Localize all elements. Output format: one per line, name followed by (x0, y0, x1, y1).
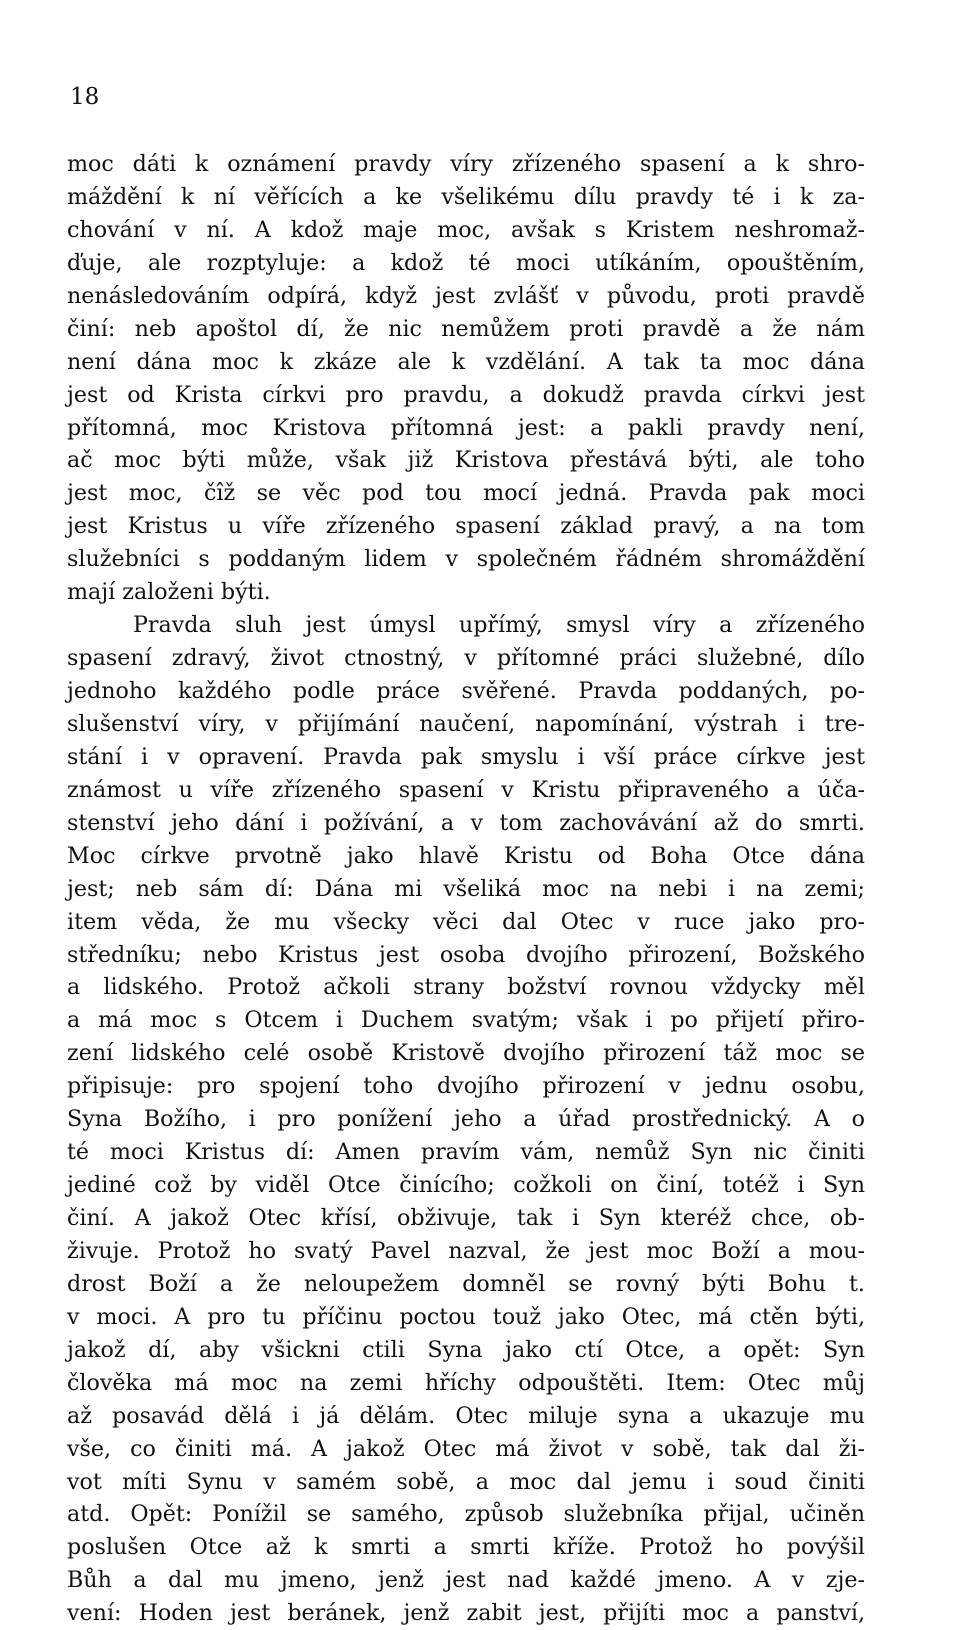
text-line: vení: Hoden jest beránek, jenž zabit jest, přijíti moc a panství, (67, 1600, 865, 1627)
text-line: item věda, že mu všecky věci dal Otec v ruce jako pro- (67, 908, 865, 935)
text-line: přítomná, moc Kristova přítomná jest: a pakli pravdy není, (67, 414, 865, 441)
text-line: Syna Božího, i pro ponížení jeho a úřad prostřednický. A o (67, 1106, 865, 1133)
text-line: moc dáti k oznámení pravdy víry zřízeného spasení a k shro- (67, 151, 865, 177)
text-line: jest Kristus u víře zřízeného spasení základ pravý, a na tom (67, 513, 865, 540)
text-line: nenásledováním odpírá, když jest zvlášť v původu, proti pravdě (67, 282, 865, 309)
text-line: Pravda sluh jest úmysl upřímý, smysl víry a zřízeného (133, 612, 865, 639)
text-line: a má moc s Otcem i Duchem svatým; však i po přijetí přiro- (67, 1007, 865, 1034)
text-line: člověka má moc na zemi hříchy odpouštěti. Item: Otec můj (67, 1369, 865, 1396)
text-line: slušenství víry, v přijímání naučení, napomínání, výstrah i tre- (67, 710, 865, 737)
body-text (67, 148, 865, 1630)
text-line: jest od Krista církvi pro pravdu, a dokudž pravda církvi jest (67, 381, 865, 408)
text-line: jediné což by viděl Otce činícího; cožkoli on činí, totéž i Syn (67, 1172, 865, 1199)
text-line: té moci Kristus dí: Amen pravím vám, nemůž Syn nic činiti (67, 1139, 865, 1166)
text-line: Moc církve prvotně jako hlavě Kristu od Boha Otce dána (67, 842, 865, 869)
text-line: ďuje, ale rozptyluje: a kdož té moci utíkáním, opouštěním, (67, 249, 865, 276)
text-line: jednoho každého podle práce svěřené. Pravda poddaných, po- (67, 678, 865, 704)
text-line: jest; neb sám dí: Dána mi všeliká moc na nebi i na zemi; (67, 875, 865, 902)
text-line: poslušen Otce až k smrti a smrti kříže. Protož ho povýšil (67, 1534, 865, 1561)
text-line: mají založeni býti. (67, 579, 271, 606)
text-line: vše, co činiti má. A jakož Otec má život v sobě, tak dal ži- (67, 1435, 865, 1462)
text-line: máždění k ní věřících a ke všelikému dílu pravdy té i k za- (67, 183, 865, 210)
text-line: připisuje: pro spojení toho dvojího přirození v jednu osobu, (67, 1073, 865, 1100)
text-line: jest moc, čîž se věc pod tou mocí jedná. Pravda pak moci (67, 480, 865, 507)
text-line: atd. Opět: Ponížil se samého, způsob služebníka přijal, učiněn (67, 1501, 865, 1528)
text-line: vot míti Synu v samém sobě, a moc dal jemu i soud činiti (67, 1468, 865, 1495)
text-line: až posavád dělá i já dělám. Otec miluje syna a ukazuje mu (67, 1402, 865, 1429)
text-line: živuje. Protož ho svatý Pavel nazval, že jest moc Boží a mou- (67, 1237, 865, 1264)
text-line: spasení zdravý, život ctnostný, v přítomné práci služebné, dílo (67, 645, 865, 672)
text-line: v moci. A pro tu příčinu poctou touž jako Otec, má ctěn býti, (67, 1303, 865, 1330)
text-line: není dána moc k zkáze ale k vzdělání. A tak ta moc dána (67, 348, 865, 375)
text-line: služebníci s poddaným lidem v společném řádném shromáždění (67, 546, 865, 573)
text-line: stání i v opravení. Pravda pak smyslu i vší práce církve jest (67, 743, 865, 770)
text-line: stenství jeho dání i požívání, a v tom zachovávání až do smrti. (67, 809, 865, 836)
text-line: chování v ní. A kdož maje moc, avšak s Kristem neshromaž- (67, 216, 865, 243)
text-line: drost Boží a že neloupežem domněl se rovný býti Bohu t. (67, 1270, 865, 1297)
text-line: známost u víře zřízeného spasení v Kristu připraveného a úča- (67, 776, 865, 803)
text-line: středníku; nebo Kristus jest osoba dvojího přirození, Božského (67, 941, 865, 968)
text-line: ač moc býti může, však již Kristova přestává býti, ale toho (67, 447, 865, 474)
text-line: Bůh a dal mu jmeno, jenž jest nad každé jmeno. A v zje- (67, 1567, 865, 1594)
text-line: zení lidského celé osobě Kristově dvojího přirození táž moc se (67, 1040, 865, 1067)
text-line: a lidského. Protož ačkoli strany božství rovnou vždycky měl (67, 974, 865, 1001)
text-line: jakož dí, aby všickni ctili Syna jako ctí Otce, a opět: Syn (67, 1336, 865, 1363)
page-number: 18 (70, 84, 100, 110)
text-line: činí: neb apoštol dí, že nic nemůžem proti pravdě a že nám (67, 315, 865, 342)
text-line: činí. A jakož Otec křísí, obživuje, tak i Syn kteréž chce, ob- (67, 1205, 865, 1231)
